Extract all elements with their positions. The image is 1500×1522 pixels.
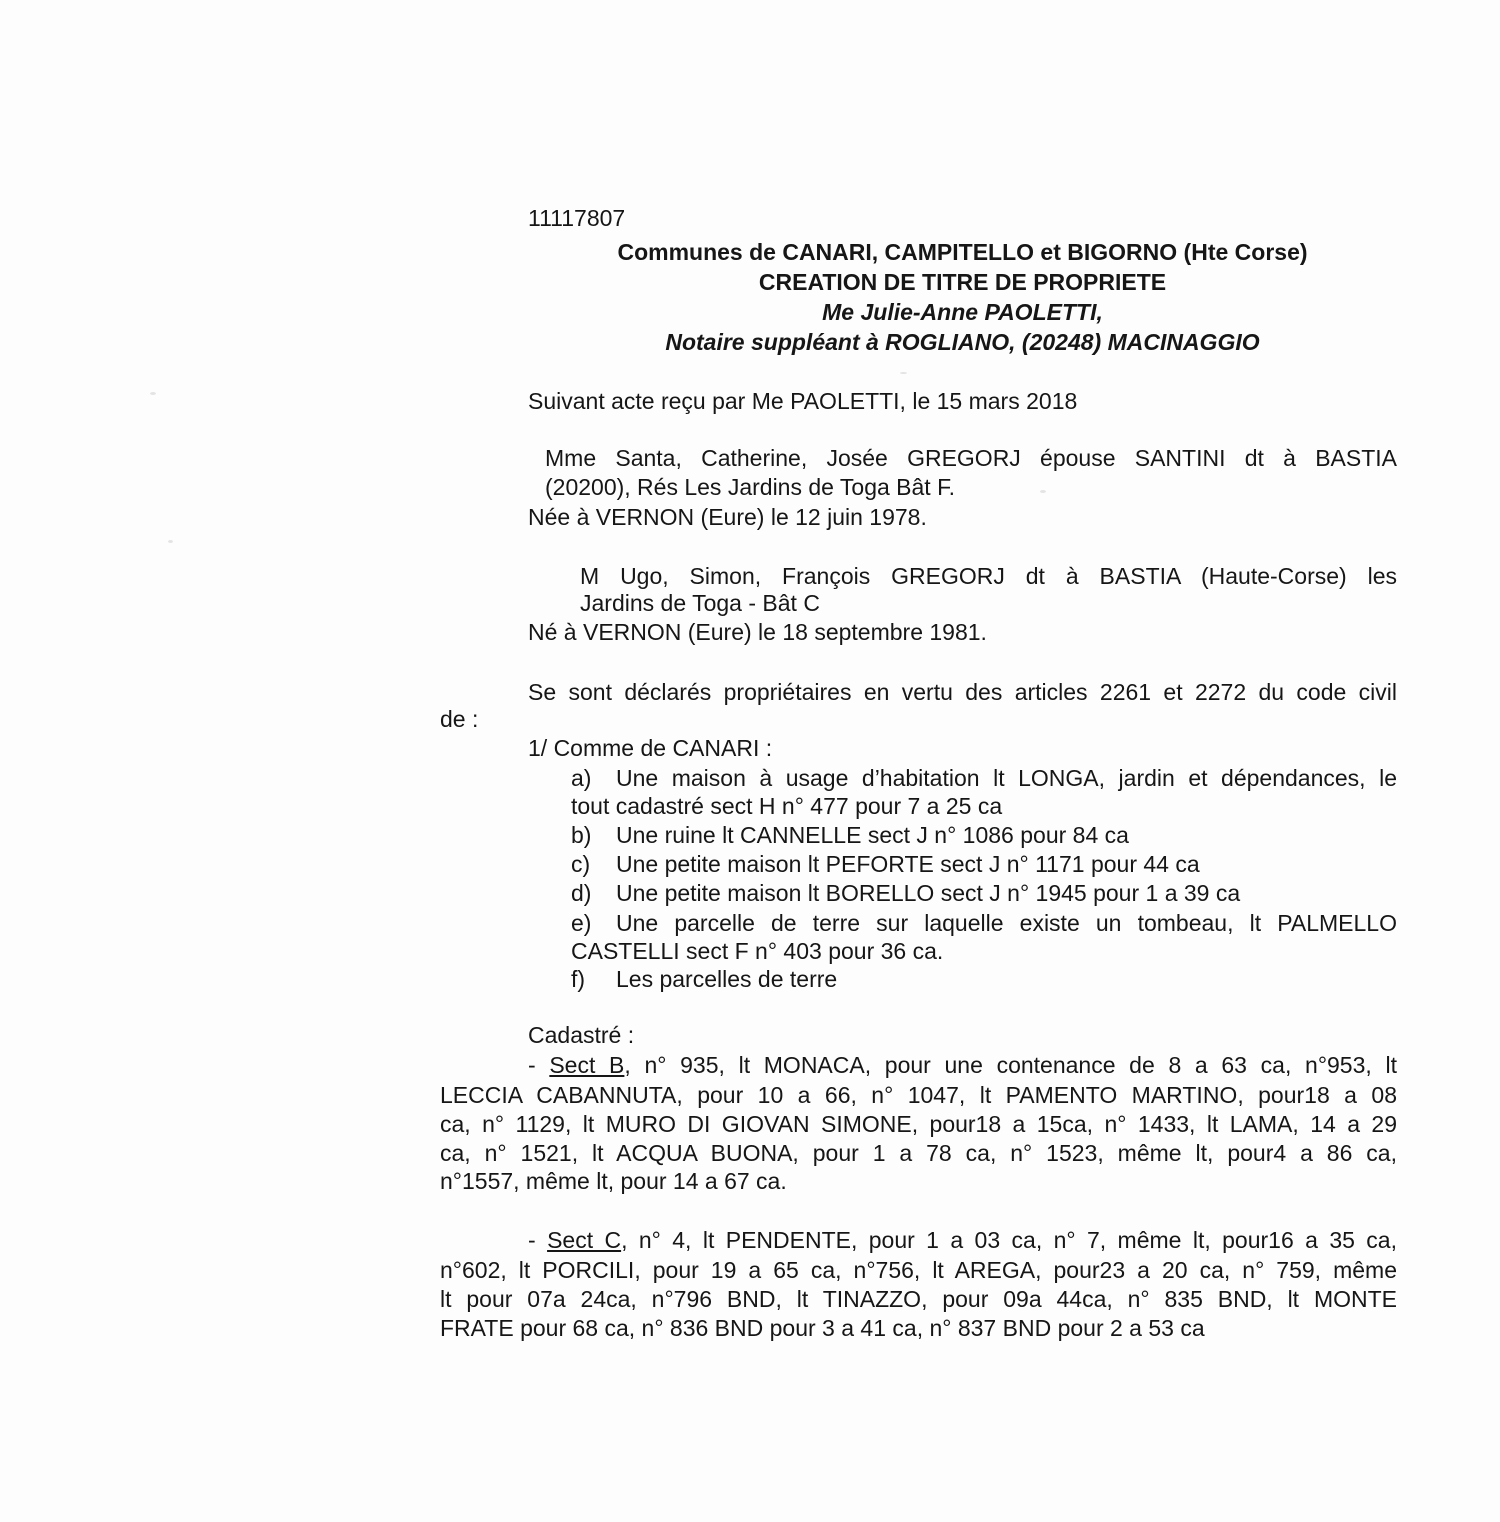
sectC-line3: lt pour 07a 24ca, n°796 BND, lt TINAZZO, pour 09a 44ca, n° 835 BND, lt MONTE [440, 1286, 1397, 1312]
declaration-line1: Se sont déclarés propriétaires en vertu des articles 2261 et 2272 du code civil [528, 679, 1397, 705]
item-letter: e) [571, 910, 592, 936]
sectC-name: Sect C [547, 1227, 622, 1253]
item-letter: c) [571, 851, 591, 877]
heading-communes: Communes de CANARI, CAMPITELLO et BIGORNO (Hte Corse) [617, 239, 1308, 265]
party2-birth: Né à VERNON (Eure) le 18 septembre 1981. [528, 619, 987, 645]
heading-title: CREATION DE TITRE DE PROPRIETE [758, 269, 1167, 295]
sectB-line2: LECCIA CABANNUTA, pour 10 a 66, n° 1047, lt PAMENTO MARTINO, pour18 a 08 [440, 1082, 1397, 1108]
sectB-dash: - [528, 1052, 550, 1078]
sectB-line5: n°1557, même lt, pour 14 a 67 ca. [440, 1168, 787, 1194]
party1-line2: (20200), Rés Les Jardins de Toga Bât F. [545, 474, 955, 500]
sectC-dash: - [528, 1227, 548, 1253]
heading-notary-name: Me Julie-Anne PAOLETTI, [822, 299, 1103, 325]
intro-line: Suivant acte reçu par Me PAOLETTI, le 15 mars 2018 [528, 388, 1078, 414]
scan-speck [1040, 490, 1046, 493]
item-letter: d) [571, 880, 592, 906]
item-text: Une petite maison lt BORELLO sect J n° 1945 pour 1 a 39 ca [616, 880, 1241, 906]
sectC-line1-text: , n° 4, lt PENDENTE, pour 1 a 03 ca, n° 7, même lt, pour16 a 35 ca, [621, 1227, 1397, 1253]
section1-title: 1/ Comme de CANARI : [528, 735, 773, 761]
item-letter: f) [571, 966, 586, 992]
scan-speck [150, 392, 156, 395]
reference-number: 11117807 [528, 205, 626, 231]
item-text: Une maison à usage d’habitation lt LONGA, jardin et dépendances, le [616, 765, 1397, 791]
sectC-line2: n°602, lt PORCILI, pour 19 a 65 ca, n°756, lt AREGA, pour23 a 20 ca, n° 759, même [440, 1257, 1397, 1283]
item-text: Une petite maison lt PEFORTE sect J n° 1171 pour 44 ca [616, 851, 1200, 877]
party1-birth: Née à VERNON (Eure) le 12 juin 1978. [528, 504, 927, 530]
item-text-continuation: tout cadastré sect H n° 477 pour 7 a 25 ca [571, 793, 1003, 819]
sectB-name: Sect B [549, 1052, 625, 1078]
party2-line1: M Ugo, Simon, François GREGORJ dt à BASTIA (Haute-Corse) les [580, 563, 1397, 589]
party1-line1: Mme Santa, Catherine, Josée GREGORJ épouse SANTINI dt à BASTIA [545, 445, 1397, 471]
sectB-line4: ca, n° 1521, lt ACQUA BUONA, pour 1 a 78 ca, n° 1523, même lt, pour4 a 86 ca, [440, 1140, 1397, 1166]
declaration-line2: de : [440, 706, 479, 732]
scan-speck [168, 540, 173, 543]
scan-speck [900, 372, 907, 374]
item-text: Les parcelles de terre [616, 966, 838, 992]
cadastre-label: Cadastré : [528, 1022, 635, 1048]
sectB-line3: ca, n° 1129, lt MURO DI GIOVAN SIMONE, pour18 a 15ca, n° 1433, lt LAMA, 14 a 29 [440, 1111, 1397, 1137]
item-letter: a) [571, 765, 592, 791]
item-text: Une ruine lt CANNELLE sect J n° 1086 pour 84 ca [616, 822, 1129, 848]
sectB-line1-text: , n° 935, lt MONACA, pour une contenance de 8 a 63 ca, n°953, lt [624, 1052, 1397, 1078]
sectC-line4: FRATE pour 68 ca, n° 836 BND pour 3 a 41 ca, n° 837 BND pour 2 a 53 ca [440, 1315, 1205, 1341]
party2-line2: Jardins de Toga - Bât C [580, 590, 820, 616]
sectC-line1 [528, 1226, 1397, 1255]
item-text: Une parcelle de terre sur laquelle existe un tombeau, lt PALMELLO [616, 910, 1397, 936]
item-letter: b) [571, 822, 592, 848]
item-text-continuation: CASTELLI sect F n° 403 pour 36 ca. [571, 938, 944, 964]
heading-notary-office: Notaire suppléant à ROGLIANO, (20248) MACINAGGIO [665, 329, 1260, 355]
sectB-line1 [528, 1051, 1397, 1080]
